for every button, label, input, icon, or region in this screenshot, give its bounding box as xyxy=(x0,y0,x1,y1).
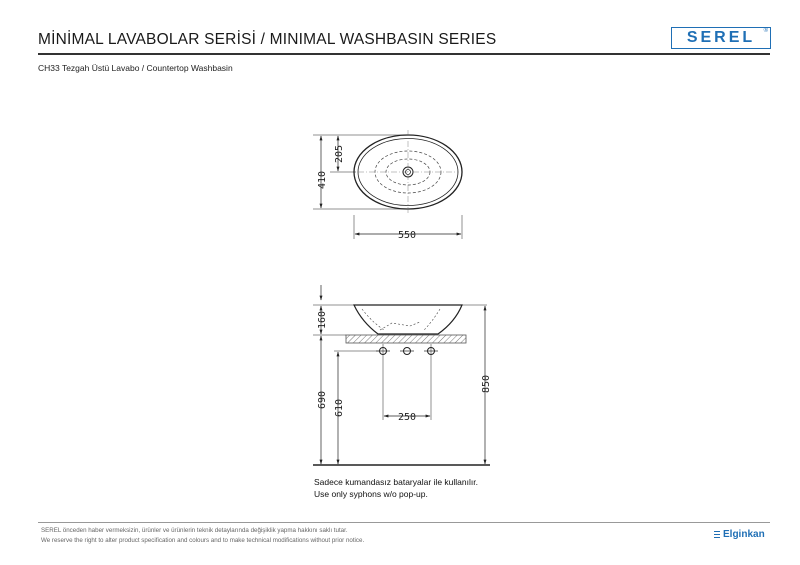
footer-divider xyxy=(38,522,770,523)
disclaimer xyxy=(41,526,364,546)
fitting-right xyxy=(424,344,438,420)
usage-note xyxy=(314,476,478,500)
disclaimer-en: We reserve the right to alter product specification and colours and to make technical modifications without prior notice. xyxy=(41,537,365,544)
page-title: MİNİMAL LAVABOLAR SERİSİ / MINIMAL WASHBASIN SERIES xyxy=(38,31,497,48)
usage-note-en: Use only syphons w/o pop-up. xyxy=(314,489,428,499)
dim-label-690: 690 xyxy=(317,390,328,410)
usage-note-tr: Sadece kumandasız bataryalar ile kullanılır. xyxy=(314,477,478,487)
logo-text: SEREL xyxy=(686,29,756,46)
product-subtitle: CH33 Tezgah Üstü Lavabo / Countertop Washbasin xyxy=(38,63,233,73)
dim-label-250: 250 xyxy=(397,412,417,423)
top-view xyxy=(313,130,462,241)
elginkan-text: Elginkan xyxy=(723,529,765,540)
dim-label-160: 160 xyxy=(317,310,328,330)
dim-label-410: 410 xyxy=(317,170,328,190)
dim-label-850: 850 xyxy=(481,374,492,394)
countertop xyxy=(346,335,466,343)
elginkan-logo xyxy=(714,529,765,540)
fitting-left xyxy=(376,344,390,420)
dim-label-550: 550 xyxy=(397,230,417,241)
logo-registered-mark: ® xyxy=(763,28,768,34)
fitting-center xyxy=(400,348,414,355)
disclaimer-tr: SEREL önceden haber vermeksizin, ürünler ve ürünlerin teknik detaylarında değişiklik yapma hakkını saklı tutar. xyxy=(41,527,348,534)
dim-label-610: 610 xyxy=(334,398,345,418)
side-view xyxy=(313,285,492,465)
dim-label-205: 205 xyxy=(334,144,345,164)
elginkan-mark-icon xyxy=(714,531,720,539)
basin-side-profile xyxy=(354,305,462,334)
